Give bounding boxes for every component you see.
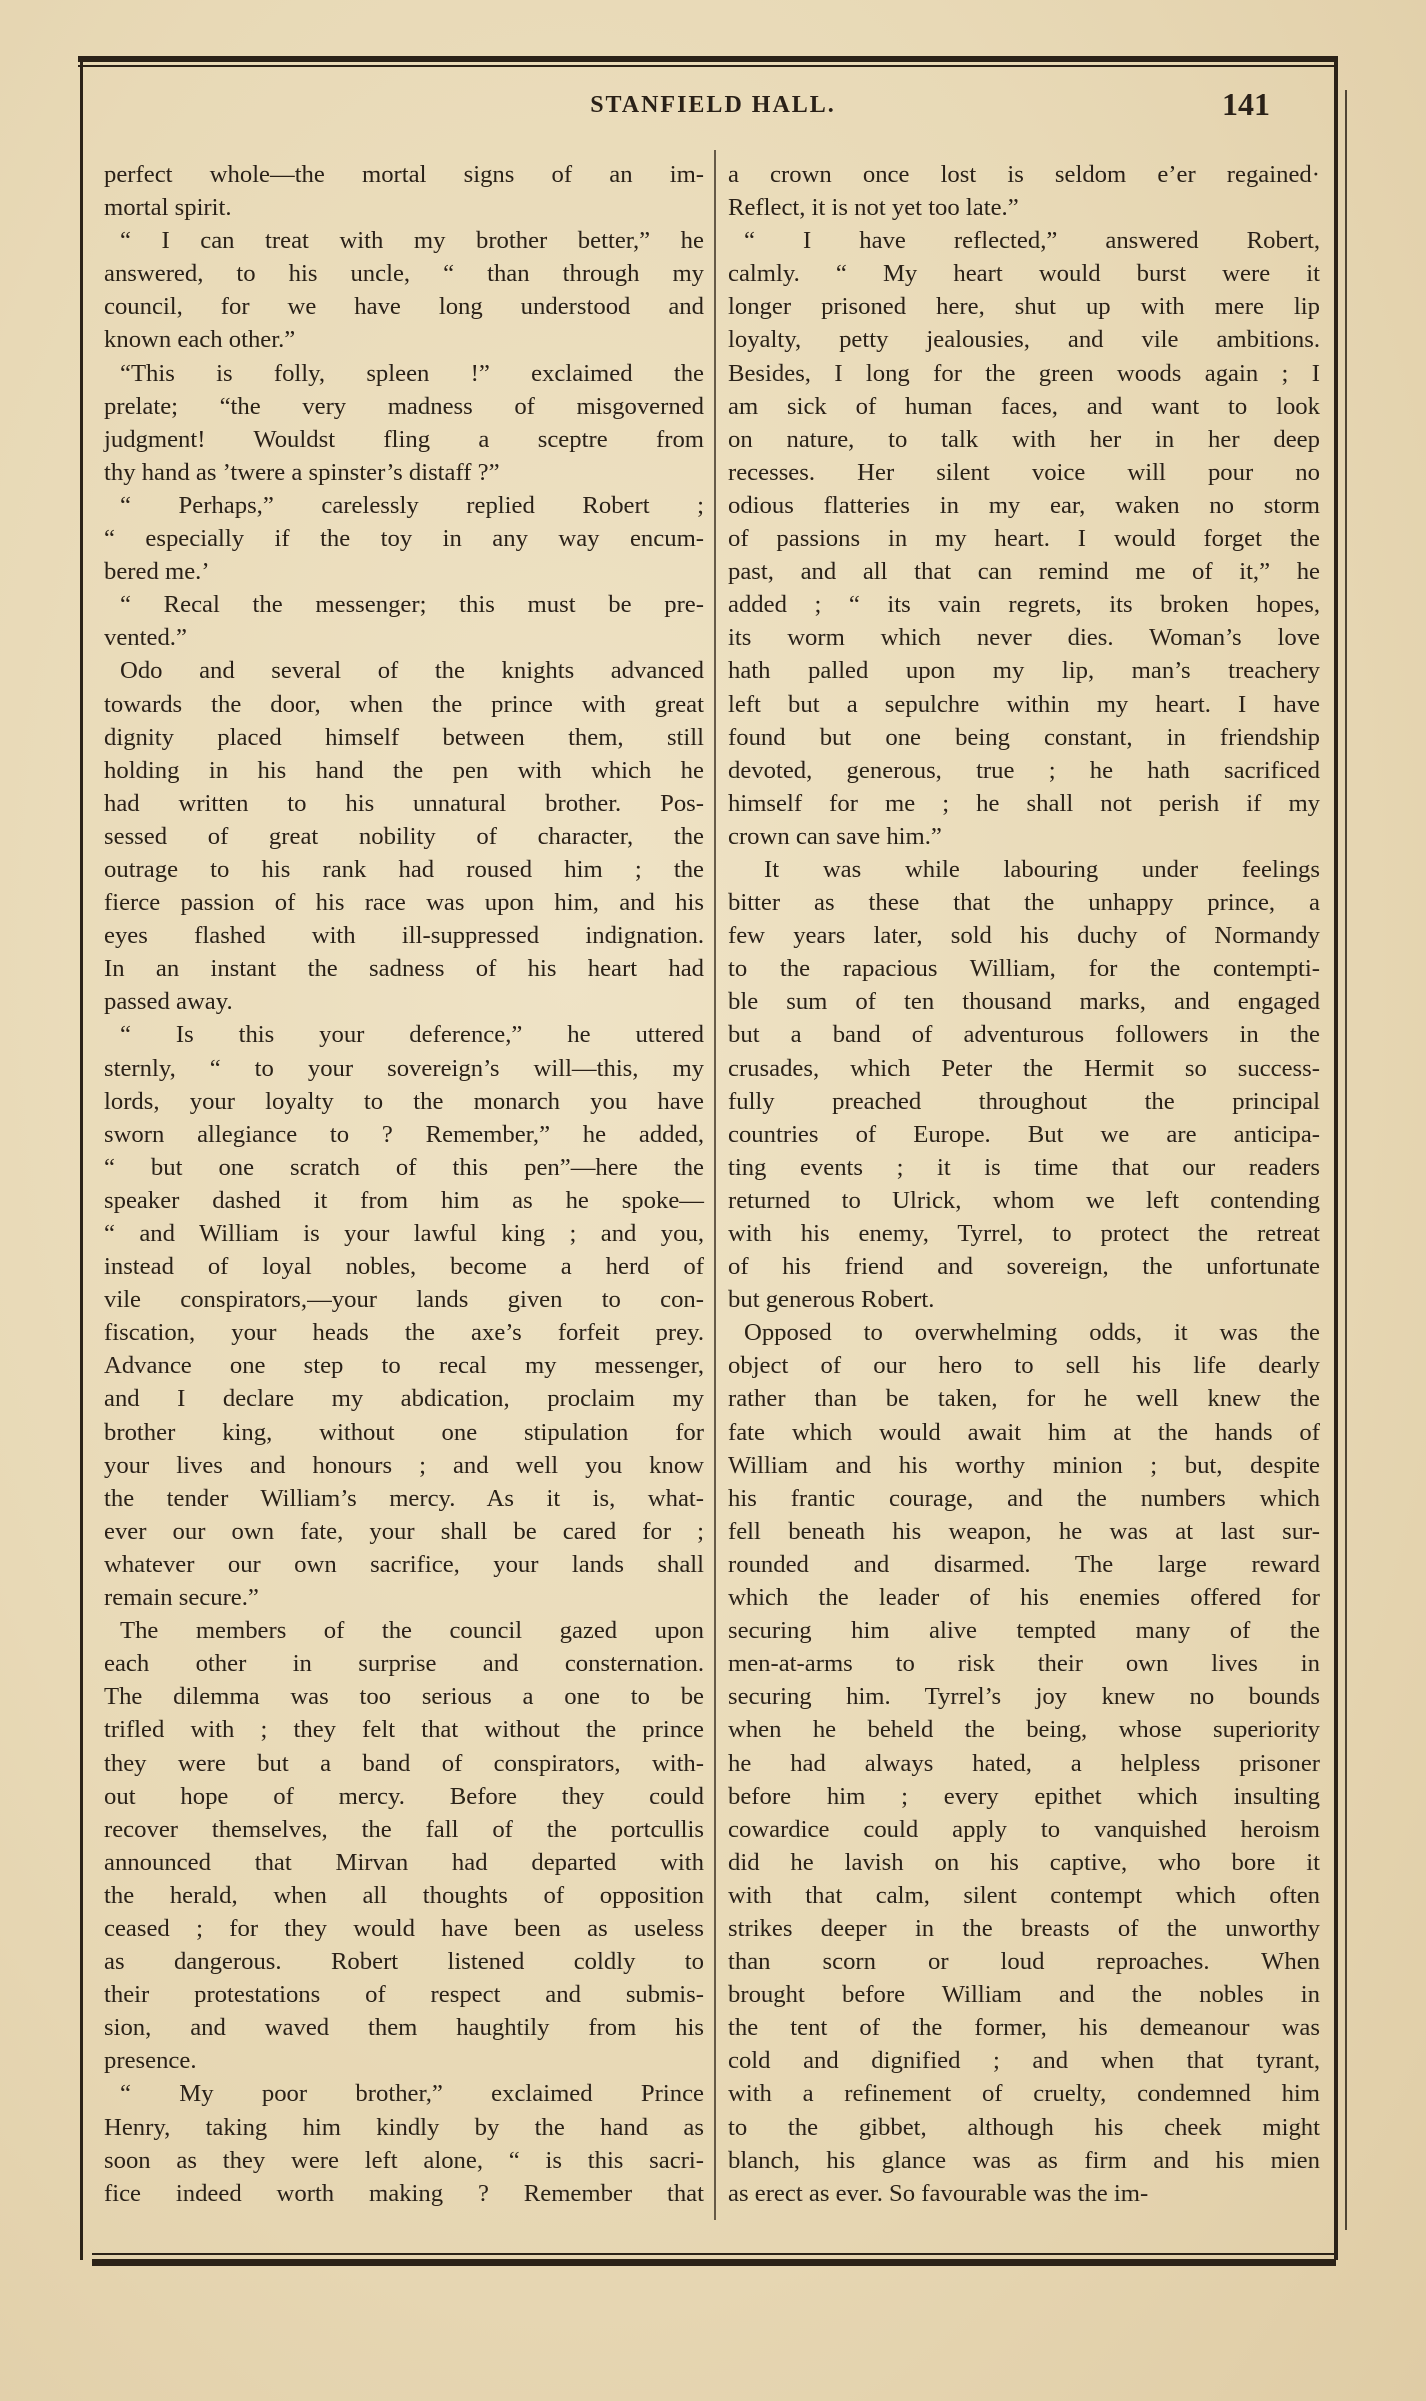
text-line: fiscation, your heads the axe’s forfeit prey.	[104, 1319, 704, 1347]
text-line: eyes flashed with ill-suppressed indignation.	[104, 922, 704, 950]
text-line: rounded and disarmed. The large reward	[728, 1550, 1320, 1578]
top-double-rule	[78, 56, 1338, 67]
text-line: left but a sepulchre within my heart. I have	[728, 690, 1320, 718]
text-line: and I declare my abdication, proclaim my	[104, 1385, 704, 1413]
text-line: securing him alive tempted many of the	[728, 1617, 1320, 1645]
text-line: ble sum of ten thousand marks, and engaged	[728, 988, 1320, 1016]
text-line: its worm which never dies. Woman’s love	[728, 624, 1320, 652]
text-line: bitter as these that the unhappy prince, a	[728, 889, 1320, 917]
text-line: sworn allegiance to ? Remember,” he added,	[104, 1120, 704, 1148]
running-head-title: STANFIELD HALL.	[590, 92, 836, 118]
column-divider	[714, 150, 716, 2220]
text-line: instead of loyal nobles, become a herd of	[104, 1253, 704, 1281]
text-line: which the leader of his enemies offered for	[728, 1584, 1320, 1612]
text-line: did he lavish on his captive, who bore it	[728, 1848, 1320, 1876]
text-line: It was while labouring under feelings	[764, 855, 1320, 883]
text-line: bered me.’	[104, 558, 210, 586]
text-line: added ; “ its vain regrets, its broken hopes,	[728, 591, 1320, 619]
text-line: sion, and waved them haughtily from his	[104, 2014, 704, 2042]
text-line: calmly. “ My heart would burst were it	[728, 260, 1320, 288]
text-line: announced that Mirvan had departed with	[104, 1848, 704, 1876]
text-line: fully preached throughout the principal	[728, 1087, 1320, 1115]
text-line: brought before William and the nobles in	[728, 1981, 1320, 2009]
text-line: the tender William’s mercy. As it is, what-	[104, 1484, 704, 1512]
text-line: known each other.”	[104, 326, 296, 354]
text-line: answered, to his uncle, “ than through my	[104, 260, 704, 288]
text-line: found but one being constant, in friendship	[728, 723, 1320, 751]
text-line: The dilemma was too serious a one to be	[104, 1683, 704, 1711]
right-border-rule	[1334, 62, 1338, 2260]
left-border-rule	[80, 62, 83, 2260]
text-line: fate which would await him at the hands of	[728, 1418, 1320, 1446]
text-line: prelate; “the very madness of misgoverned	[104, 392, 704, 420]
text-line: towards the door, when the prince with great	[104, 690, 704, 718]
text-line: men-at-arms to risk their own lives in	[728, 1650, 1320, 1678]
text-line: to the rapacious William, for the contempti-	[728, 955, 1320, 983]
text-line: Reflect, it is not yet too late.”	[728, 194, 1019, 222]
text-line: presence.	[104, 2047, 197, 2075]
text-line: fice indeed worth making ? Remember that	[104, 2179, 704, 2207]
text-line: “ I can treat with my brother better,” he	[120, 227, 704, 255]
text-line: had written to his unnatural brother. Pos-	[104, 789, 704, 817]
text-line: a crown once lost is seldom e’er regained·	[728, 161, 1320, 188]
text-line: ever our own fate, your shall be cared for ;	[104, 1517, 704, 1545]
text-line: William and his worthy minion ; but, despite	[728, 1451, 1320, 1479]
text-line: mortal spirit.	[104, 194, 232, 222]
text-line: vented.”	[104, 624, 187, 652]
text-line: am sick of human faces, and want to look	[728, 392, 1320, 420]
text-line: “This is folly, spleen !” exclaimed the	[120, 359, 704, 387]
text-line: In an instant the sadness of his heart had	[104, 955, 704, 983]
text-line: holding in his hand the pen with which he	[104, 756, 704, 784]
text-line: “ Is this your deference,” he uttered	[120, 1021, 704, 1049]
text-line: odious flatteries in my ear, waken no storm	[728, 491, 1320, 519]
text-line: object of our hero to sell his life dearly	[728, 1352, 1320, 1380]
text-line: your lives and honours ; and well you know	[104, 1451, 704, 1479]
text-line: past, and all that can remind me of it,” he	[728, 558, 1320, 586]
text-line: devoted, generous, true ; he hath sacrificed	[728, 756, 1320, 784]
text-line: Henry, taking him kindly by the hand as	[104, 2113, 704, 2141]
text-line: few years later, sold his duchy of Normandy	[728, 922, 1320, 950]
text-line: out hope of mercy. Before they could	[104, 1782, 704, 1810]
text-line: ting events ; it is time that our readers	[728, 1153, 1320, 1181]
text-line: securing him. Tyrrel’s joy knew no bounds	[728, 1683, 1320, 1711]
text-line: Opposed to overwhelming odds, it was the	[744, 1319, 1320, 1347]
text-line: fell beneath his weapon, he was at last sur-	[728, 1517, 1320, 1545]
text-line: hath palled upon my lip, man’s treachery	[728, 657, 1320, 685]
text-line: Advance one step to recal my messenger,	[104, 1352, 704, 1380]
text-line: “ but one scratch of this pen”—here the	[104, 1153, 704, 1181]
text-line: trifled with ; they felt that without the prince	[104, 1716, 704, 1744]
right-border-rule-inner	[1345, 90, 1347, 2230]
text-line: “ Perhaps,” carelessly replied Robert ;	[120, 491, 704, 519]
text-line: recesses. Her silent voice will pour no	[728, 458, 1320, 486]
text-line: as dangerous. Robert listened coldly to	[104, 1948, 704, 1976]
text-line: the tent of the former, his demeanour was	[728, 2014, 1320, 2042]
bottom-double-rule	[92, 2253, 1336, 2266]
text-line: on nature, to talk with her in her deep	[728, 425, 1320, 453]
text-line: blanch, his glance was as firm and his mien	[728, 2146, 1320, 2174]
text-line: “ My poor brother,” exclaimed Prince	[120, 2080, 704, 2108]
text-line: perfect whole—the mortal signs of an im-	[104, 161, 704, 188]
text-line: to the gibbet, although his cheek might	[728, 2113, 1320, 2141]
text-line: remain secure.”	[104, 1584, 259, 1612]
text-line: soon as they were left alone, “ is this sacri-	[104, 2146, 704, 2174]
text-line: sessed of great nobility of character, the	[104, 822, 704, 850]
text-line: than scorn or loud reproaches. When	[728, 1948, 1320, 1976]
text-line: Besides, I long for the green woods again ; I	[728, 359, 1320, 387]
text-line: with a refinement of cruelty, condemned him	[728, 2080, 1320, 2108]
text-line: “ I have reflected,” answered Robert,	[744, 227, 1320, 255]
text-line: returned to Ulrick, whom we left contending	[728, 1186, 1320, 1214]
text-line: with that calm, silent contempt which often	[728, 1881, 1320, 1909]
text-line: thy hand as ’twere a spinster’s distaff ?”	[104, 458, 500, 486]
text-line: their protestations of respect and submis-	[104, 1981, 704, 2009]
text-line: outrage to his rank had roused him ; the	[104, 855, 704, 883]
text-line: lords, your loyalty to the monarch you have	[104, 1087, 704, 1115]
text-line: vile conspirators,—your lands given to con-	[104, 1286, 704, 1314]
left-text-column	[104, 158, 704, 2210]
text-line: brother king, without one stipulation for	[104, 1418, 704, 1446]
text-line: crown can save him.”	[728, 822, 942, 850]
text-line: as erect as ever. So favourable was the im-	[728, 2179, 1149, 2207]
text-line: he had always hated, a helpless prisoner	[728, 1749, 1320, 1777]
text-line: of passions in my heart. I would forget the	[728, 525, 1320, 553]
text-line: judgment! Wouldst fling a sceptre from	[104, 425, 704, 453]
text-line: with his enemy, Tyrrel, to protect the retreat	[728, 1220, 1320, 1247]
text-line: cowardice could apply to vanquished heroism	[728, 1815, 1320, 1843]
text-line: strikes deeper in the breasts of the unworthy	[728, 1914, 1320, 1942]
text-line: they were but a band of conspirators, with-	[104, 1749, 704, 1777]
text-line: recover themselves, the fall of the portcullis	[104, 1815, 704, 1843]
text-line: of his friend and sovereign, the unfortunate	[728, 1253, 1320, 1281]
text-line: loyalty, petty jealousies, and vile ambitions.	[728, 326, 1320, 354]
text-line: rather than be taken, for he well knew the	[728, 1385, 1320, 1413]
text-line: countries of Europe. But we are anticipa-	[728, 1120, 1320, 1148]
text-line: crusades, which Peter the Hermit so success-	[728, 1054, 1320, 1082]
text-line: dignity placed himself between them, still	[104, 723, 704, 751]
text-line: cold and dignified ; and when that tyrant,	[728, 2047, 1320, 2075]
text-line: whatever our own sacrifice, your lands shall	[104, 1550, 704, 1578]
text-line: the herald, when all thoughts of opposition	[104, 1881, 704, 1909]
text-line: speaker dashed it from him as he spoke—	[104, 1186, 704, 1214]
text-line: council, for we have long understood and	[104, 293, 704, 321]
page-number: 141	[1222, 86, 1270, 122]
text-line: but generous Robert.	[728, 1286, 935, 1314]
text-line: Odo and several of the knights advanced	[120, 657, 704, 685]
text-line: passed away.	[104, 988, 233, 1016]
text-line: “ Recal the messenger; this must be pre-	[120, 591, 704, 619]
text-line: but a band of adventurous followers in the	[728, 1021, 1320, 1049]
text-line: before him ; every epithet which insulting	[728, 1782, 1320, 1810]
text-line: ceased ; for they would have been as useless	[104, 1914, 704, 1942]
text-line: sternly, “ to your sovereign’s will—this, my	[104, 1054, 704, 1082]
text-line: himself for me ; he shall not perish if my	[728, 789, 1320, 817]
text-line: “ and William is your lawful king ; and you,	[104, 1220, 704, 1247]
text-line: The members of the council gazed upon	[120, 1617, 704, 1645]
text-line: longer prisoned here, shut up with mere lip	[728, 293, 1320, 321]
text-line: fierce passion of his race was upon him, and his	[104, 889, 704, 917]
text-line: each other in surprise and consternation.	[104, 1650, 704, 1678]
right-text-column	[728, 158, 1320, 2210]
text-line: his frantic courage, and the numbers which	[728, 1484, 1320, 1512]
text-line: when he beheld the being, whose superiority	[728, 1716, 1320, 1744]
text-line: “ especially if the toy in any way encum-	[104, 525, 704, 553]
